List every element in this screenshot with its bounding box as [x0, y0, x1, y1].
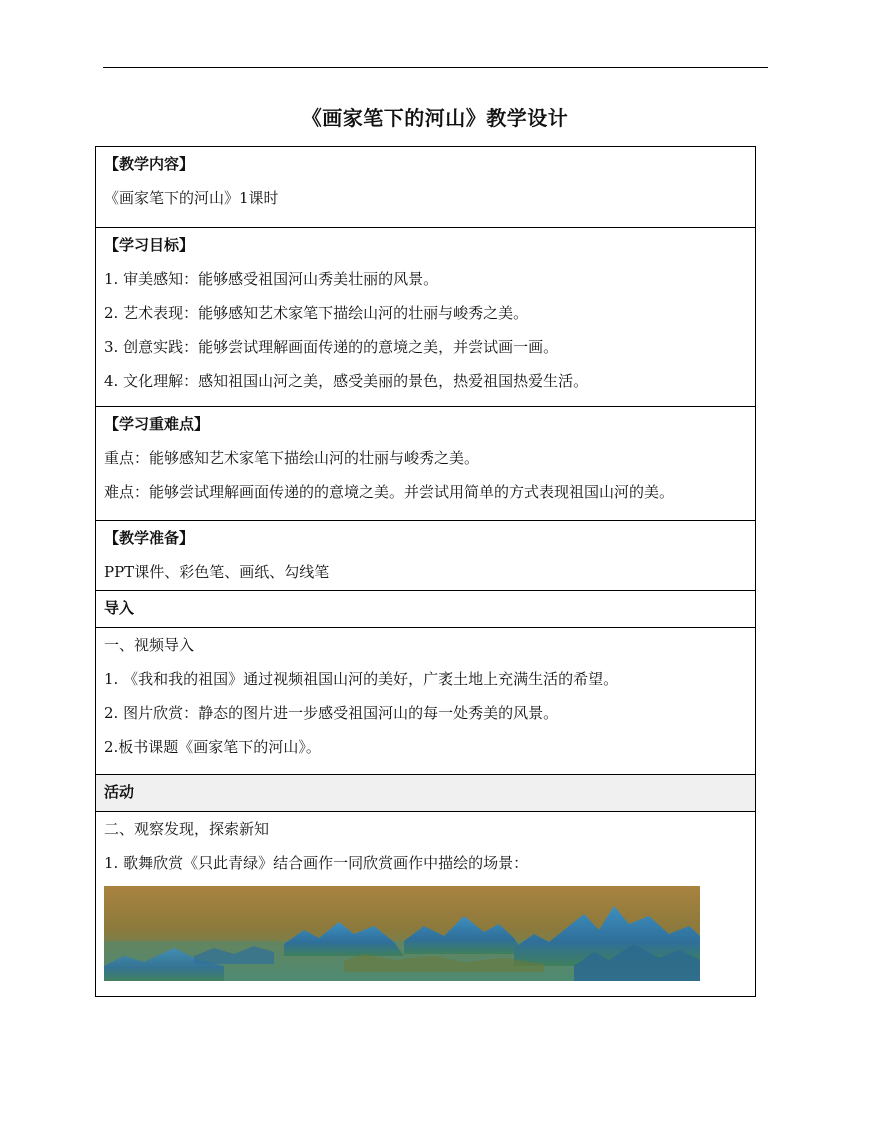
section-heading: 【学习目标】: [104, 236, 195, 254]
section-line: 重点：能够感知艺术家笔下描绘山河的壮丽与峻秀之美。: [104, 449, 480, 467]
page-title: 《画家笔下的河山》教学设计: [301, 106, 569, 130]
row-key-points: [96, 407, 756, 521]
row-activity-body: [96, 812, 756, 997]
section-line: 2.板书课题《画家笔下的河山》。: [104, 738, 321, 756]
row-teaching-content: [96, 147, 756, 228]
section-line: 2. 图片欣赏：静态的图片进一步感受祖国河山的每一处秀美的风景。: [104, 704, 559, 722]
section-line: 二、观察发现，探索新知: [104, 820, 270, 838]
stage-label: 导入: [104, 599, 135, 617]
section-line: 难点：能够尝试理解画面传递的的意境之美。并尝试用简单的方式表现祖国山河的美。: [104, 483, 675, 501]
row-activity-label: [96, 775, 756, 812]
header-rule: [103, 67, 768, 68]
section-line: 4. 文化理解：感知祖国山河之美，感受美丽的景色，热爱祖国热爱生活。: [104, 372, 589, 390]
row-intro-body: [96, 628, 756, 775]
section-heading: 【教学准备】: [104, 529, 195, 547]
landscape-painting: [104, 886, 700, 981]
row-preparation: [96, 521, 756, 591]
section-heading: 【学习重难点】: [104, 415, 210, 433]
lesson-plan-table: [95, 146, 756, 997]
section-heading: 【教学内容】: [104, 155, 195, 173]
row-learning-goals: [96, 228, 756, 407]
row-intro-label: [96, 591, 756, 628]
section-line: 1. 《我和我的祖国》通过视频祖国山河的美好，广袤土地上充满生活的希望。: [104, 670, 619, 688]
section-line: PPT课件、彩色笔、画纸、勾线笔: [104, 563, 330, 581]
section-line: 1. 歌舞欣赏《只此青绿》结合画作一同欣赏画作中描绘的场景：: [104, 854, 529, 872]
stage-label: 活动: [104, 783, 135, 801]
section-line: 《画家笔下的河山》1课时: [104, 189, 279, 207]
section-line: 一、视频导入: [104, 636, 195, 654]
section-line: 1. 审美感知：能够感受祖国河山秀美壮丽的风景。: [104, 270, 439, 288]
section-line: 2. 艺术表现：能够感知艺术家笔下描绘山河的壮丽与峻秀之美。: [104, 304, 529, 322]
section-line: 3. 创意实践：能够尝试理解画面传递的的意境之美，并尝试画一画。: [104, 338, 559, 356]
